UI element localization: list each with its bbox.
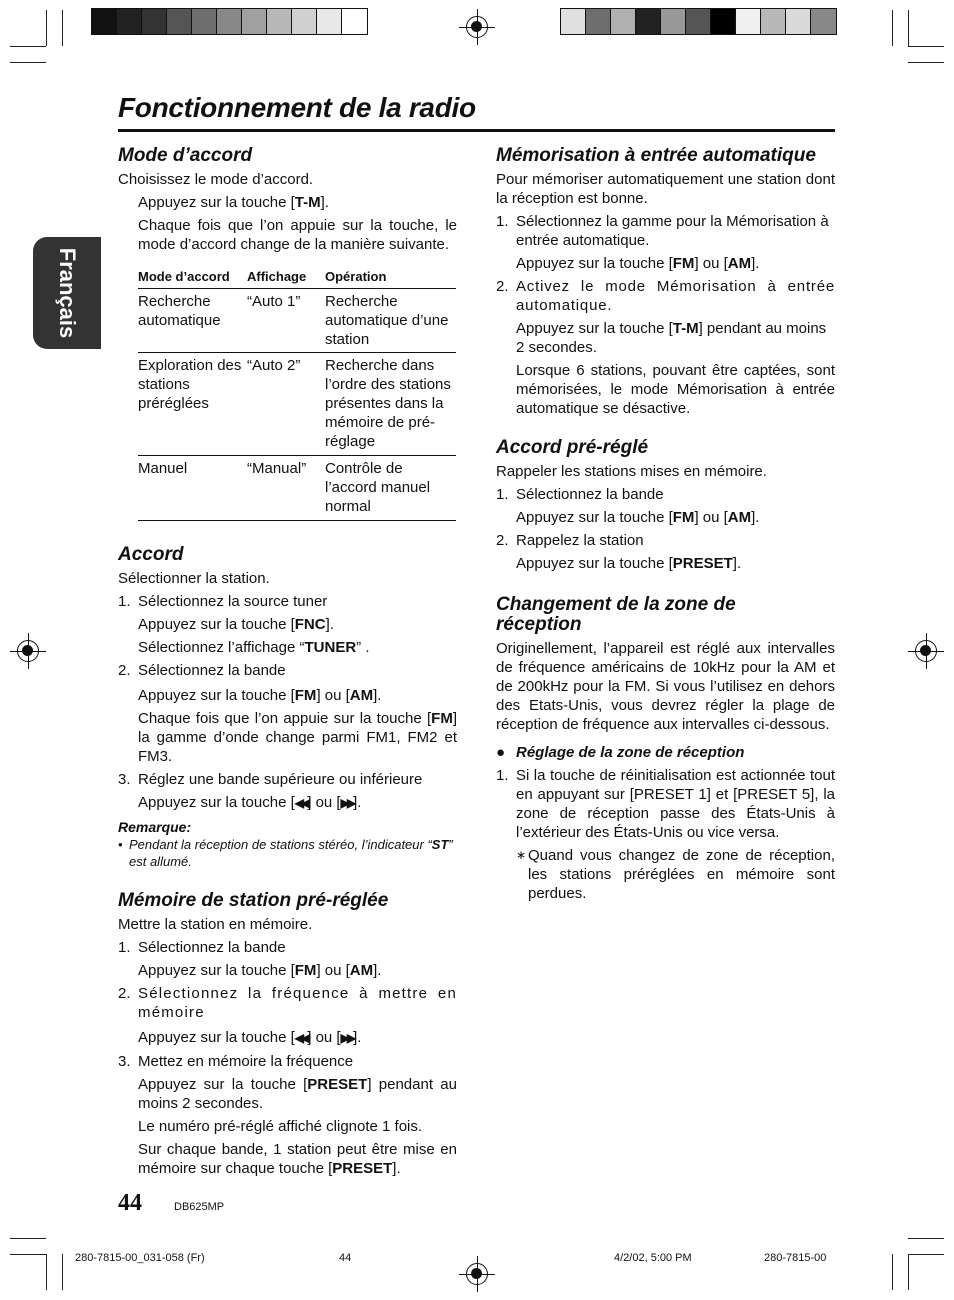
color-swatch [117, 9, 142, 34]
accord-step-1b: Sélectionnez l’affichage “TUNER” . [138, 639, 370, 656]
crop-mark [908, 10, 909, 46]
accord-step-1: 1. Sélectionnez la source tuner [118, 593, 328, 610]
color-swatch [142, 9, 167, 34]
color-swatch [636, 9, 661, 34]
file-name: 280-7815-00_031-058 (Fr) [75, 1252, 205, 1264]
mode-intro: Choisissez le mode d’accord. [118, 171, 314, 188]
page-title: Fonctionnement de la radio [118, 92, 476, 123]
auto-step-1: 1. Sélectionnez la gamme pour la Mémorisation à entrée automatique. [496, 213, 829, 249]
accord-step-3a: Appuyez sur la touche [◀◀] ou [▶▶]. [138, 794, 362, 811]
memoire-step-1: 1. Sélectionnez la bande [118, 939, 286, 956]
table-cell: Contrôle de l’accord manuel normal [325, 456, 456, 521]
memoire-step-3c: Sur chaque bande, 1 station peut être mise en mémoire sur chaque touche [PRESET]. [138, 1141, 457, 1177]
color-swatch [561, 9, 586, 34]
mode-press: Appuyez sur la touche [T-M]. [138, 194, 329, 211]
preset-step-1: 1. Sélectionnez la bande [496, 486, 664, 503]
crop-mark [62, 1254, 63, 1290]
table-header-row [138, 267, 456, 289]
table-cell: Manuel [138, 456, 247, 521]
registration-mark-icon [466, 1263, 488, 1285]
zone-intro: Originellement, l’appareil est réglé aux intervalles de fréquence américains de 10kHz pour la AM et de 200kHz pour la FM. Si vous l’utilisez en dehors des Etats-Unis, vous devrez régler la plage de réception de fréquence aux intervalles ci-dessous. [496, 640, 835, 733]
language-tab-label: Français [55, 247, 80, 339]
table-cell: “Manual” [247, 456, 325, 521]
color-swatch [661, 9, 686, 34]
skip-back-icon: ◀◀ [294, 796, 308, 810]
crop-mark [62, 10, 63, 46]
memoire-step-2: 2. Sélectionnez la fréquence à mettre en mémoire [118, 985, 457, 1021]
zone-step-1a: ∗ Quand vous changez de zone de réception, les stations préréglées en mémoire sont perdues. [516, 847, 835, 902]
auto-step-1a: Appuyez sur la touche [FM] ou [AM]. [516, 255, 760, 272]
section-heading-memoire: Mémoire de station pré-réglée [118, 890, 389, 911]
crop-mark [46, 10, 47, 46]
table-cell: Recherche automatique d’une station [325, 289, 456, 353]
mode-each: Chaque fois que l’on appuie sur la touche, le mode d’accord change de la manière suivante. [138, 217, 457, 253]
color-swatch [761, 9, 786, 34]
memoire-step-1a: Appuyez sur la touche [FM] ou [AM]. [138, 962, 382, 979]
section-heading-zone: Changement de la zone de réception [496, 594, 736, 635]
accord-step-2b: Chaque fois que l’on appuie sur la touche [FM] la gamme d’onde change parmi FM1, FM2 et FM3. [138, 710, 457, 765]
memoire-step-3b: Le numéro pré-réglé affiché clignote 1 fois. [138, 1118, 423, 1135]
color-swatch [242, 9, 267, 34]
table-cell: Exploration des stations préréglées [138, 353, 247, 456]
note-title: Remarque: [118, 819, 192, 835]
section-heading-accord: Accord [118, 544, 184, 565]
auto-step-2b: Lorsque 6 stations, pouvant être captées, sont mémorisées, le mode Mémorisation à entrée automatique se désactive. [516, 362, 835, 417]
right-column [496, 146, 835, 903]
color-swatch-bar-right [560, 8, 837, 35]
zone-step-1: 1. Si la touche de réinitialisation est actionnée tout en appuyant sur [PRESET 1] et [PRESET 5], la zone de réception passe des États-Unis à l’extérieur des États-Unis ou vice versa. [496, 767, 835, 841]
table-row [138, 353, 456, 456]
model-number: DB625MP [174, 1201, 225, 1213]
auto-intro: Pour mémoriser automatiquement une station dont la réception est bonne. [496, 171, 835, 207]
color-swatch [167, 9, 192, 34]
note-text: • Pendant la réception de stations stéréo, l’indicateur “ST” est allumé. [118, 837, 453, 869]
mode-table [138, 267, 456, 521]
memoire-step-2a: Appuyez sur la touche [◀◀] ou [▶▶]. [138, 1029, 362, 1046]
table-cell: “Auto 1” [247, 289, 325, 353]
color-swatch [292, 9, 317, 34]
print-date: 4/2/02, 5:00 PM [614, 1252, 692, 1264]
table-cell: Recherche automatique [138, 289, 247, 353]
document-code: 280-7815-00 [764, 1252, 827, 1264]
color-swatch [217, 9, 242, 34]
crop-mark [46, 1254, 47, 1290]
color-swatch [267, 9, 292, 34]
crop-mark [908, 1254, 909, 1290]
registration-mark-icon [915, 640, 937, 662]
skip-back-icon: ◀◀ [294, 1031, 308, 1045]
memoire-intro: Mettre la station en mémoire. [118, 916, 313, 933]
color-swatch-bar-left [91, 8, 368, 35]
accord-intro: Sélectionner la station. [118, 570, 270, 587]
language-tab [33, 237, 101, 349]
crop-mark [10, 46, 46, 47]
preset-step-1a: Appuyez sur la touche [FM] ou [AM]. [516, 509, 760, 526]
preset-intro: Rappeler les stations mises en mémoire. [496, 463, 767, 480]
table-header: Mode d’accord [138, 267, 247, 289]
color-swatch [686, 9, 711, 34]
color-swatch [786, 9, 811, 34]
registration-mark-icon [17, 640, 39, 662]
section-heading-preset: Accord pré-réglé [496, 437, 649, 458]
table-row [138, 456, 456, 521]
color-swatch [317, 9, 342, 34]
crop-mark [10, 1238, 46, 1239]
table-header: Affichage [247, 267, 325, 289]
crop-mark [908, 46, 944, 47]
registration-mark-icon [466, 16, 488, 38]
skip-forward-icon: ▶▶ [340, 1031, 354, 1045]
accord-step-2a: Appuyez sur la touche [FM] ou [AM]. [138, 687, 382, 704]
auto-step-2a: Appuyez sur la touche [T-M] pendant au moins 2 secondes. [516, 320, 827, 356]
table-cell: “Auto 2” [247, 353, 325, 456]
accord-step-3: 3. Réglez une bande supérieure ou inférieure [118, 771, 423, 788]
color-swatch [192, 9, 217, 34]
table-header: Opération [325, 267, 456, 289]
accord-step-2: 2. Sélectionnez la bande [118, 662, 286, 679]
crop-mark [10, 62, 46, 63]
crop-mark [892, 1254, 893, 1290]
left-column [118, 146, 457, 1178]
crop-mark [892, 10, 893, 46]
preset-step-2: 2. Rappelez la station [496, 532, 644, 549]
crop-mark [10, 1254, 46, 1255]
color-swatch [586, 9, 611, 34]
skip-forward-icon: ▶▶ [340, 796, 354, 810]
color-swatch [736, 9, 761, 34]
color-swatch [342, 9, 367, 34]
memoire-step-3: 3. Mettez en mémoire la fréquence [118, 1053, 354, 1070]
crop-mark [908, 1254, 944, 1255]
section-heading-mode: Mode d’accord [118, 145, 253, 166]
table-cell: Recherche dans l’ordre des stations présentes dans la mémoire de pré-réglage [325, 353, 456, 456]
color-swatch [711, 9, 736, 34]
zone-bullet: ● Réglage de la zone de réception [496, 744, 745, 761]
memoire-step-3a: Appuyez sur la touche [PRESET] pendant au moins 2 secondes. [138, 1076, 457, 1112]
footer-page: 44 [339, 1252, 352, 1264]
title-rule [118, 129, 835, 132]
preset-step-2a: Appuyez sur la touche [PRESET]. [516, 555, 742, 572]
color-swatch [611, 9, 636, 34]
crop-mark [908, 62, 944, 63]
color-swatch [811, 9, 836, 34]
section-heading-auto: Mémorisation à entrée automatique [496, 145, 816, 166]
color-swatch [92, 9, 117, 34]
accord-step-1a: Appuyez sur la touche [FNC]. [138, 616, 334, 633]
crop-mark [908, 1238, 944, 1239]
page-number: 44 [118, 1190, 142, 1216]
auto-step-2: 2. Activez le mode Mémorisation à entrée automatique. [496, 278, 835, 314]
table-row [138, 289, 456, 353]
